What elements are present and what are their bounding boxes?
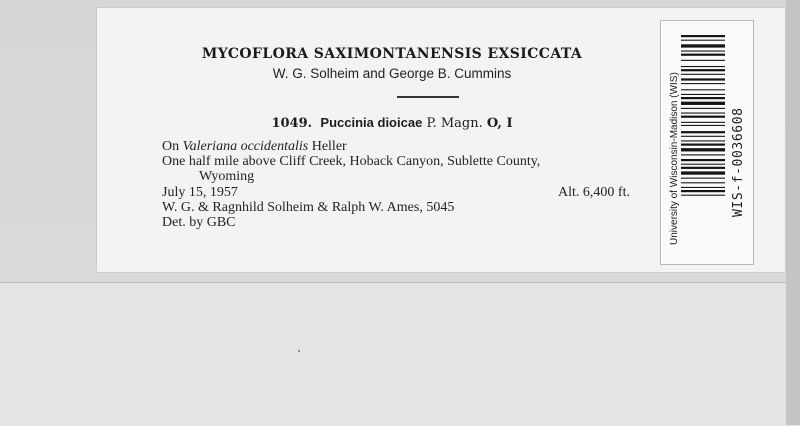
barcode-id: WIS-f-0036608 — [731, 107, 746, 217]
altitude: Alt. 6,400 ft. — [558, 184, 630, 200]
sheet-right-edge — [786, 0, 800, 425]
collection-date: July 15, 1957 — [162, 184, 238, 200]
divider-rule — [397, 96, 459, 98]
label-details — [162, 139, 632, 230]
taxon-name: Puccinia dioicae — [320, 115, 423, 130]
specimen-heading — [97, 115, 687, 131]
locality-line-1: One half mile above Cliff Creek, Hoback Canyon, Sublette County, — [162, 154, 541, 170]
determiner: Det. by GBC — [162, 215, 236, 231]
locality-line-2: Wyoming — [199, 169, 255, 185]
taxon-authority: P. Magn. — [426, 116, 483, 131]
collectors: W. G. & Ragnhild Solheim & Ralph W. Ames, 5045 — [162, 199, 455, 215]
spore-stages: O, I — [486, 116, 513, 131]
label-title: MYCOFLORA SAXIMONTANENSIS EXSICCATA — [201, 46, 583, 62]
host-name: Valeriana occidentalis — [182, 139, 309, 154]
date-altitude-row — [162, 185, 630, 200]
host-prefix: On — [162, 139, 180, 154]
host-line — [162, 139, 632, 154]
speck — [298, 350, 300, 352]
host-author: Heller — [311, 139, 347, 154]
exsiccata-number: 1049. — [271, 116, 313, 131]
label-authors: W. G. Solheim and George B. Cummins — [272, 66, 512, 81]
institution-text: University of Wisconsin-Madison (WIS) — [669, 72, 680, 245]
barcode — [681, 35, 725, 257]
barcode-label — [660, 20, 754, 265]
specimen-label — [97, 8, 785, 272]
sheet-lower-band — [0, 282, 800, 426]
